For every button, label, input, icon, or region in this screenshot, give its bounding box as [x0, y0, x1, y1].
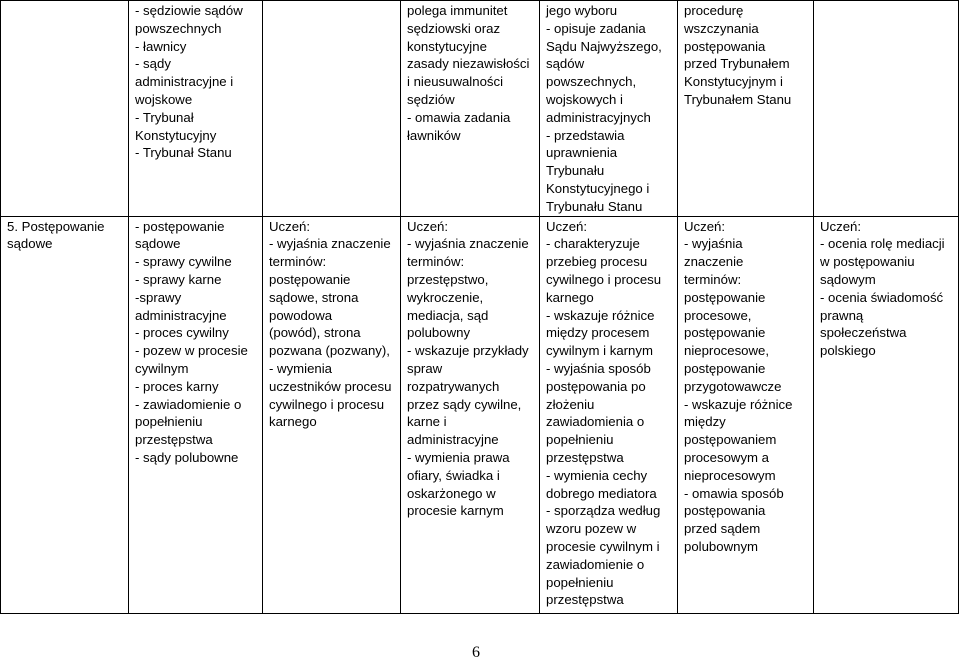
cell-text-line: - wyjaśnia znaczenie: [269, 236, 391, 252]
cell-text-line: postępowanie: [684, 289, 766, 305]
cell-text-line: polega immunitet: [407, 3, 508, 18]
cell-text-line: Konstytucyjny: [135, 127, 217, 143]
cell-text-line: uprawnienia: [546, 145, 618, 161]
cell-text-line: karnego: [269, 414, 317, 430]
cell-text-line: zawiadomienie o: [546, 556, 645, 572]
cell-requirements-4: [678, 1, 814, 217]
cell-text-line: Konstytucyjnym i: [684, 74, 783, 90]
cell-text-line: terminów:: [269, 254, 327, 270]
cell-text-line: karne i: [407, 414, 447, 430]
cell-text-line: - sądy: [135, 56, 171, 72]
cell-text-line: postępowania: [684, 503, 766, 519]
cell-requirements-1: [263, 216, 401, 613]
cell-text-line: - wyjaśnia znaczenie: [407, 236, 529, 252]
cell-requirements-5: [814, 216, 959, 613]
cell-text-line: - ławnicy: [135, 38, 187, 54]
cell-text-line: między: [684, 414, 726, 430]
cell-text-line: administracyjnych: [546, 109, 651, 125]
cell-text-line: - wskazuje różnice: [546, 307, 655, 323]
cell-text-line: prawną: [820, 307, 864, 323]
cell-text-line: - sporządza według: [546, 503, 661, 519]
cell-text-line: - sprawy cywilne: [135, 254, 232, 270]
cell-text-line: przed Trybunałem: [684, 56, 790, 72]
cell-text-line: - sądy polubowne: [135, 449, 239, 465]
cell-text-line: administracyjne: [407, 432, 499, 448]
cell-requirements-3: [540, 1, 678, 217]
cell-text-line: powszechnych,: [546, 74, 637, 90]
cell-text-line: przygotowawcze: [684, 378, 782, 394]
table-row-top: [1, 1, 959, 217]
cell-text-line: wojskowe: [135, 91, 193, 107]
cell-text-line: wykroczenie,: [407, 289, 484, 305]
cell-text-line: sędziowski oraz: [407, 20, 501, 36]
cell-text-line: Konstytucyjnego i: [546, 180, 650, 196]
page-number: 6: [472, 644, 480, 661]
cell-text-line: Trybunału: [546, 163, 605, 179]
cell-text-line: znaczenie: [684, 254, 744, 270]
cell-text-line: ofiary, świadka i: [407, 467, 500, 483]
cell-text-line: Uczeń:: [820, 218, 862, 234]
cell-text-line: ławników: [407, 127, 461, 143]
cell-requirements-3: [540, 216, 678, 613]
cell-requirements-5: [814, 1, 959, 217]
cell-text-line: - ocenia rolę mediacji: [820, 236, 945, 252]
cell-text-line: dobrego mediatora: [546, 485, 657, 501]
cell-text-line: nieprocesowe,: [684, 343, 770, 359]
cell-text-line: cywilnego i procesu: [269, 396, 385, 412]
cell-text-line: przestępstwo,: [407, 271, 489, 287]
cell-text-line: przed sądem: [684, 521, 761, 537]
cell-text-line: -sprawy: [135, 289, 182, 305]
cell-text-line: popełnieniu: [546, 574, 614, 590]
cell-text-line: powodowa: [269, 307, 333, 323]
cell-text-line: przestępstwa: [135, 432, 213, 448]
cell-text-line: mediacja, sąd: [407, 307, 489, 323]
cell-text-line: - wymienia prawa: [407, 449, 510, 465]
cell-text-line: - wymienia: [269, 360, 333, 376]
cell-text-line: procesie karnym: [407, 503, 504, 519]
cell-content: [129, 1, 263, 217]
cell-text-line: karnego: [546, 289, 594, 305]
cell-topic: [1, 216, 129, 613]
cell-text-line: sądowe, strona: [269, 289, 359, 305]
cell-requirements-2: [401, 1, 540, 217]
cell-requirements-1: [263, 1, 401, 217]
cell-text-line: powszechnych: [135, 20, 222, 36]
cell-text-line: - ocenia świadomość: [820, 289, 944, 305]
cell-text-line: przez sądy cywilne,: [407, 396, 522, 412]
cell-text-line: sądów: [546, 56, 585, 72]
cell-text-line: rozpatrywanych: [407, 378, 500, 394]
cell-text-line: procesowym a: [684, 449, 770, 465]
cell-text-line: terminów:: [407, 254, 465, 270]
cell-text-line: spraw: [407, 360, 443, 376]
cell-text-line: sądowe: [135, 236, 181, 252]
cell-text-line: postępowania: [684, 38, 766, 54]
cell-text-line: przestępstwa: [546, 592, 624, 608]
cell-text-line: Trybunału Stanu: [546, 198, 643, 214]
table-row-main: [1, 216, 959, 613]
cell-text-line: - Trybunał Stanu: [135, 145, 232, 161]
cell-text-line: uczestników procesu: [269, 378, 392, 394]
cell-content: [129, 216, 263, 613]
cell-requirements-2: [401, 216, 540, 613]
cell-text-line: (powód), strona: [269, 325, 361, 341]
cell-text-line: - wskazuje różnice: [684, 396, 793, 412]
cell-text-line: - opisuje zadania: [546, 20, 646, 36]
cell-text-line: - omawia zadania: [407, 109, 511, 125]
cell-text-line: cywilnym i karnym: [546, 343, 653, 359]
cell-text-line: Uczeń:: [269, 218, 311, 234]
cell-text-line: - omawia sposób: [684, 485, 784, 501]
cell-text-line: procesowe,: [684, 307, 752, 323]
cell-text-line: - proces cywilny: [135, 325, 229, 341]
cell-text-line: sędziów: [407, 91, 455, 107]
cell-text-line: procesie cywilnym i: [546, 538, 660, 554]
cell-text-line: Uczeń:: [407, 218, 449, 234]
cell-text-line: Trybunałem Stanu: [684, 91, 792, 107]
cell-text-line: postępowanie: [269, 271, 351, 287]
cell-text-line: - przedstawia: [546, 127, 625, 143]
cell-text-line: - postępowanie: [135, 218, 225, 234]
cell-text-line: - wymienia cechy: [546, 467, 648, 483]
cell-text-line: nieprocesowym: [684, 467, 776, 483]
cell-text-line: zasady niezawisłości: [407, 56, 530, 72]
cell-text-line: wojskowych i: [546, 91, 623, 107]
cell-text-line: - sędziowie sądów: [135, 3, 243, 18]
cell-text-line: polubowny: [407, 325, 471, 341]
cell-text-line: procedurę: [684, 3, 744, 18]
cell-text-line: polskiego: [820, 343, 876, 359]
cell-text-line: przestępstwa: [546, 449, 624, 465]
cell-text-line: sądowym: [820, 271, 876, 287]
cell-text-line: i nieusuwalności: [407, 74, 504, 90]
cell-text-line: między procesem: [546, 325, 650, 341]
cell-text-line: postępowania po: [546, 378, 646, 394]
cell-text-line: - charakteryzuje: [546, 236, 640, 252]
cell-text-line: zawiadomienia o: [546, 414, 645, 430]
cell-text-line: - wyjaśnia sposób: [546, 360, 651, 376]
cell-text-line: polubownym: [684, 538, 759, 554]
cell-text-line: złożeniu: [546, 396, 595, 412]
cell-text-line: oskarżonego w: [407, 485, 496, 501]
cell-topic: [1, 1, 129, 217]
cell-text-line: - pozew w procesie: [135, 343, 248, 359]
cell-text-line: jego wyboru: [546, 3, 618, 18]
cell-text-line: postępowanie: [684, 325, 766, 341]
cell-text-line: postępowaniem: [684, 432, 777, 448]
cell-text-line: Sądu Najwyższego,: [546, 38, 662, 54]
cell-text-line: wzoru pozew w: [546, 521, 637, 537]
cell-text-line: sądowe: [7, 236, 53, 252]
cell-text-line: przebieg procesu: [546, 254, 648, 270]
cell-text-line: administracyjne: [135, 307, 227, 323]
cell-text-line: - wyjaśnia: [684, 236, 743, 252]
cell-text-line: wszczynania: [684, 20, 759, 36]
cell-text-line: Uczeń:: [546, 218, 588, 234]
cell-text-line: - sprawy karne: [135, 271, 222, 287]
cell-text-line: postępowanie: [684, 360, 766, 376]
cell-text-line: społeczeństwa: [820, 325, 907, 341]
cell-text-line: popełnieniu: [546, 432, 614, 448]
cell-text-line: cywilnym: [135, 360, 189, 376]
cell-text-line: cywilnego i procesu: [546, 271, 662, 287]
cell-text-line: w postępowaniu: [820, 254, 915, 270]
cell-text-line: konstytucyjne: [407, 38, 487, 54]
cell-text-line: Uczeń:: [684, 218, 726, 234]
cell-text-line: administracyjne i: [135, 74, 234, 90]
cell-text-line: 5. Postępowanie: [7, 218, 105, 234]
cell-text-line: - zawiadomienie o: [135, 396, 242, 412]
cell-text-line: popełnieniu: [135, 414, 203, 430]
cell-requirements-4: [678, 216, 814, 613]
cell-text-line: - Trybunał: [135, 109, 194, 125]
cell-text-line: pozwana (pozwany),: [269, 343, 390, 359]
cell-text-line: - wskazuje przykłady: [407, 343, 529, 359]
cell-text-line: terminów:: [684, 271, 742, 287]
cell-text-line: - proces karny: [135, 378, 219, 394]
